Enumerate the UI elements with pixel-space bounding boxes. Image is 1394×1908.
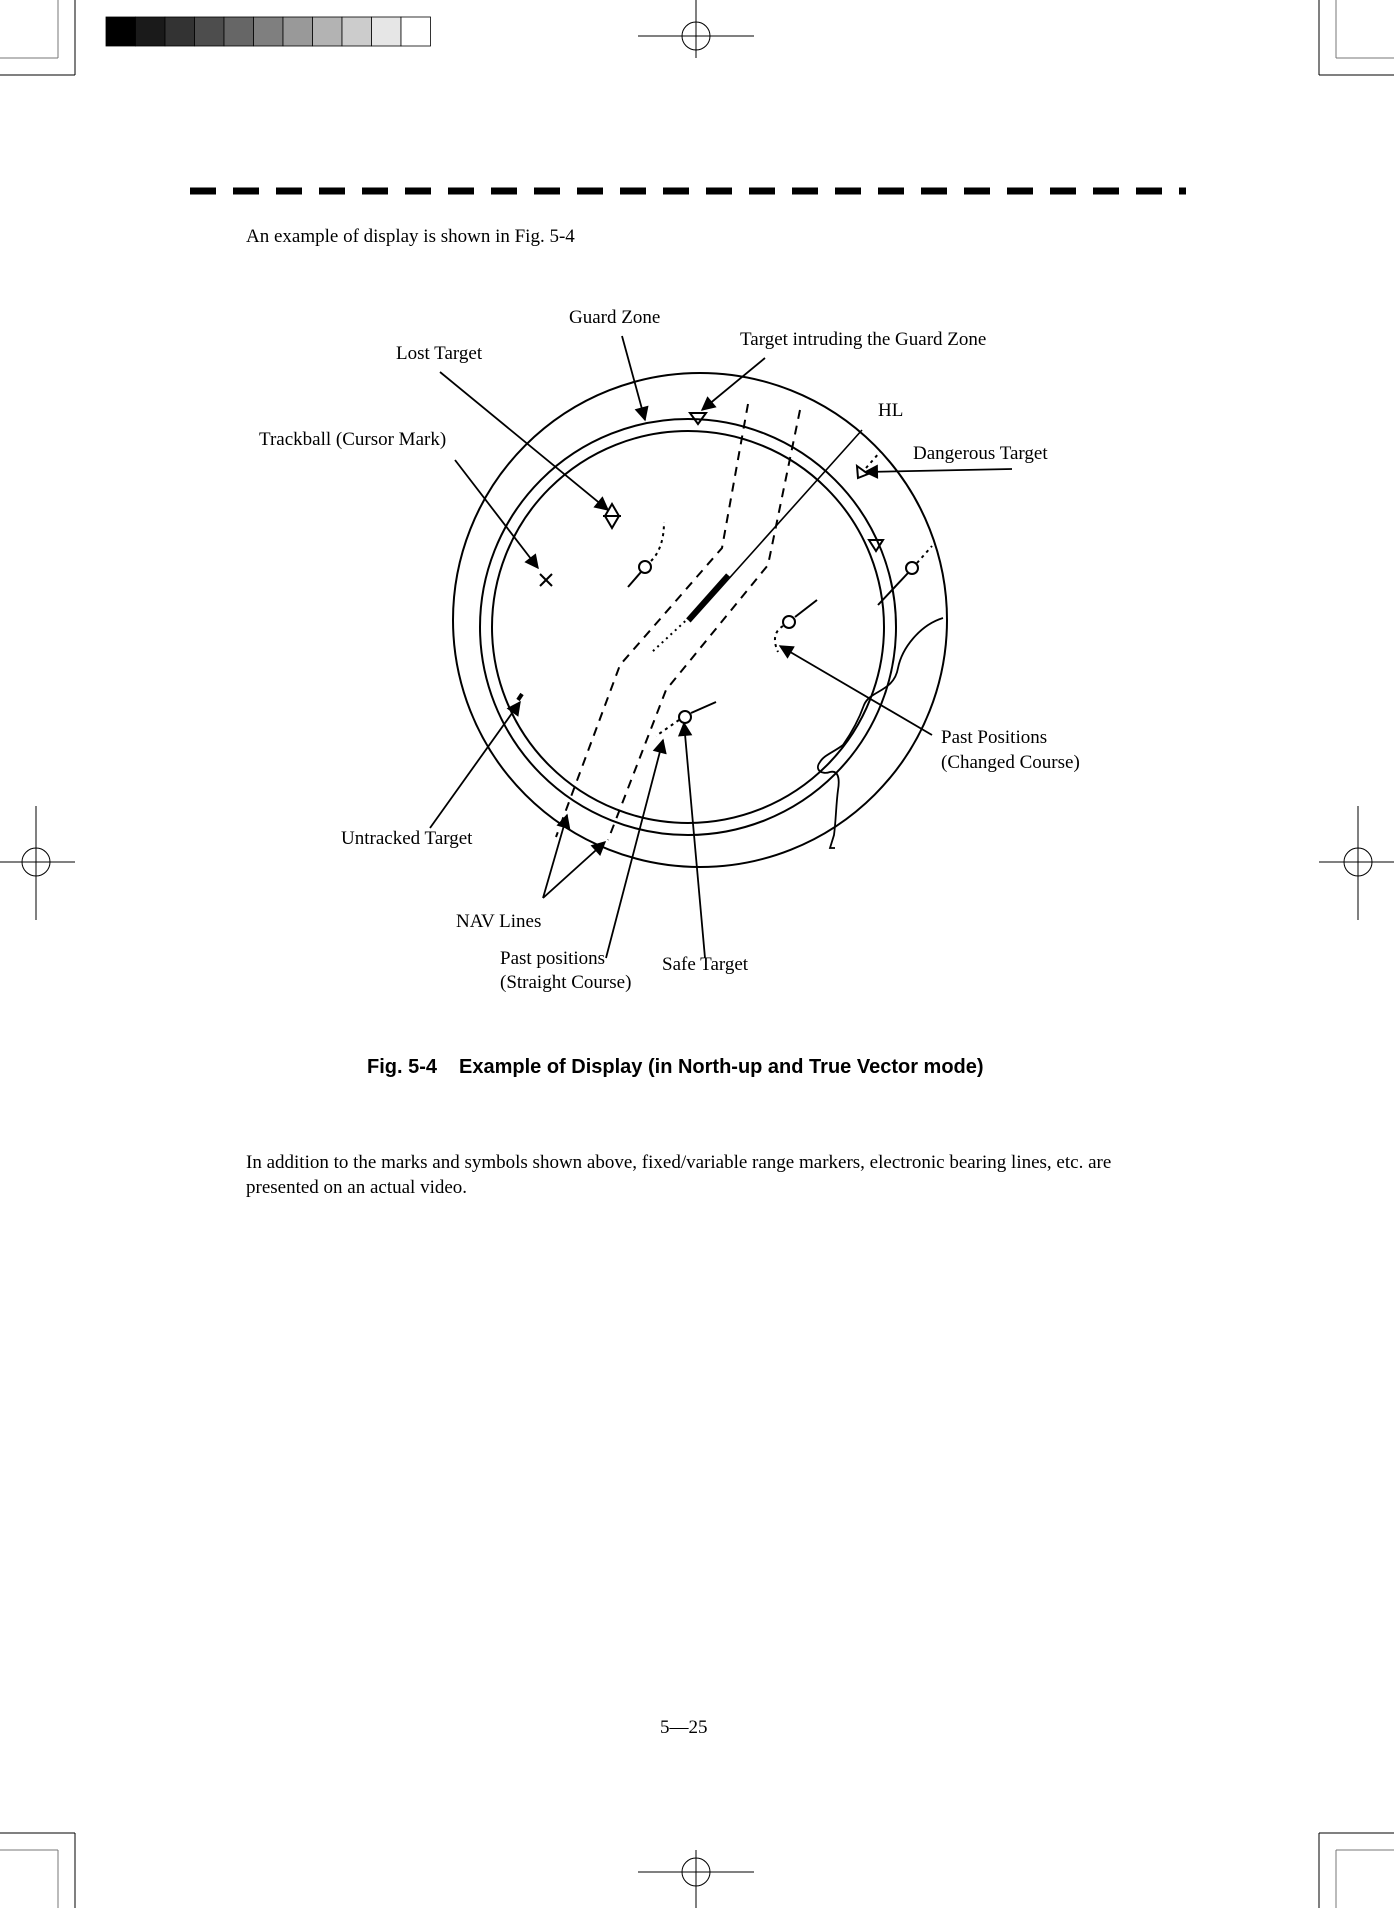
gray-scale-swatch (195, 17, 225, 46)
label-guard-zone: Guard Zone (569, 307, 661, 328)
label-nav-lines: NAV Lines (456, 911, 542, 932)
gray-scale-swatch (254, 17, 284, 46)
gray-scale-swatch (106, 17, 136, 46)
gray-scale-swatch (401, 17, 431, 46)
changed-course-target (775, 600, 817, 652)
nav-lines (556, 404, 800, 840)
figure-title: Example of Display (in North-up and True Vector mode) (459, 1056, 984, 1078)
label-trackball: Trackball (Cursor Mark) (259, 429, 447, 450)
radar-outer-circle (453, 373, 947, 867)
coastline (818, 618, 943, 848)
tracked-target-upper-left (628, 522, 664, 587)
label-lost-target: Lost Target (396, 343, 483, 364)
tracked-target-right (878, 546, 932, 605)
gray-scale-swatch (283, 17, 313, 46)
label-straight-course: (Straight Course) (500, 972, 632, 993)
dashed-header-rule (190, 186, 1186, 196)
page-number: 5—25 (660, 1717, 708, 1738)
radar-display-figure (230, 300, 1130, 1020)
label-hl: HL (878, 400, 904, 421)
safe-target-symbol (656, 702, 716, 736)
figure-caption (367, 1056, 984, 1079)
gray-scale-swatch (165, 17, 195, 46)
untracked-target-symbol (518, 694, 522, 700)
gray-scale-bar (106, 17, 431, 46)
dangerous-target-symbol (857, 452, 880, 478)
gray-scale-swatch (313, 17, 343, 46)
gray-scale-swatch (372, 17, 402, 46)
figure-number: Fig. 5-4 (367, 1056, 438, 1078)
gray-scale-swatch (342, 17, 372, 46)
intro-text: An example of display is shown in Fig. 5-4 (246, 226, 575, 247)
label-target-intruding: Target intruding the Guard Zone (740, 329, 987, 350)
label-past-positions-changed: Past Positions (941, 727, 1048, 748)
cursor-mark (540, 574, 552, 586)
closing-paragraph: In addition to the marks and symbols shown above, fixed/variable range markers, electronic bearing lines, etc. are presented on an actual video. (246, 1152, 1112, 1198)
label-untracked-target: Untracked Target (341, 828, 473, 849)
gray-scale-swatch (136, 17, 166, 46)
label-changed-course: (Changed Course) (941, 752, 1080, 773)
leader-arrows (430, 336, 1012, 958)
gray-scale-swatch (224, 17, 254, 46)
label-dangerous-target: Dangerous Target (913, 443, 1048, 464)
label-safe-target: Safe Target (662, 954, 749, 975)
label-past-positions-straight: Past positions (500, 948, 606, 969)
